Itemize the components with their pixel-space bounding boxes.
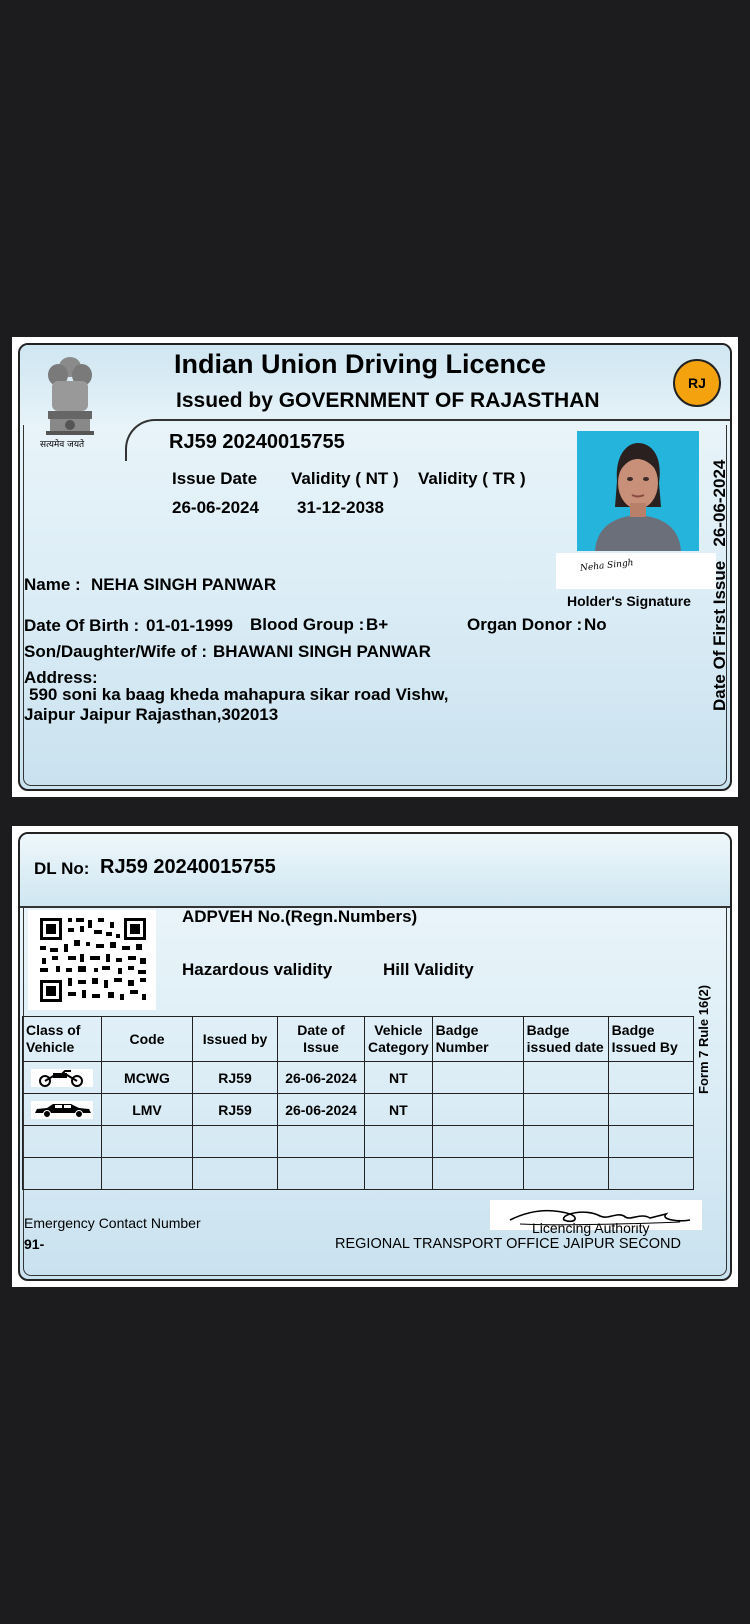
qr-code-icon xyxy=(28,910,156,1010)
emergency-contact-number: 91- xyxy=(24,1236,45,1252)
dl-no-label: DL No: xyxy=(34,859,90,878)
vehicle-category: NT xyxy=(365,1062,433,1094)
first-issue-vertical xyxy=(710,460,730,711)
badge-issued-date xyxy=(523,1094,608,1126)
badge-issued-by xyxy=(608,1094,693,1126)
vehicle-class-cell xyxy=(23,1062,102,1094)
badge-issued-date xyxy=(523,1062,608,1094)
vehicle-code: MCWG xyxy=(102,1062,193,1094)
blood-group-value: B+ xyxy=(366,615,389,634)
vehicle-issue-date: 26-06-2024 xyxy=(278,1094,365,1126)
table-header-row xyxy=(23,1017,694,1062)
col-badge-issued-date: Badge issued date xyxy=(523,1017,608,1062)
issuing-authority: Issued by GOVERNMENT OF RAJASTHAN xyxy=(176,389,600,412)
dl-number: RJ59 20240015755 xyxy=(169,431,345,453)
vehicle-class-cell xyxy=(23,1094,102,1126)
holder-name: NEHA SINGH PANWAR xyxy=(91,575,277,594)
motorcycle-icon xyxy=(31,1069,93,1087)
address-line-2: Jaipur Jaipur Rajasthan,302013 xyxy=(24,705,279,724)
holder-portrait-icon xyxy=(577,431,699,551)
address-line-1: 590 soni ka baag kheda mahapura sikar road Vishw, xyxy=(29,685,449,704)
badge-number xyxy=(432,1094,523,1126)
relation-label: Son/Daughter/Wife of : xyxy=(24,642,208,661)
table-row xyxy=(23,1094,694,1126)
validity-nt-value: 31-12-2038 xyxy=(297,498,384,517)
back-dl-number: RJ59 20240015755 xyxy=(100,856,276,878)
vehicle-code: LMV xyxy=(102,1094,193,1126)
badge-number xyxy=(432,1062,523,1094)
table-row xyxy=(23,1062,694,1094)
vehicle-issue-date: 26-06-2024 xyxy=(278,1062,365,1094)
blood-group-label: Blood Group : xyxy=(250,615,365,634)
hazardous-validity-label: Hazardous validity xyxy=(182,960,333,979)
col-code: Code xyxy=(102,1017,193,1062)
licence-front-card xyxy=(12,337,738,797)
col-badge-issued-by: Badge Issued By xyxy=(608,1017,693,1062)
holder-photo xyxy=(577,431,699,551)
dob-value: 01-01-1999 xyxy=(146,616,233,635)
first-issue-label: Date Of First Issue xyxy=(710,560,729,711)
emergency-contact-label: Emergency Contact Number xyxy=(24,1215,201,1231)
col-issued-by: Issued by xyxy=(193,1017,278,1062)
form-rule-vertical: Form 7 Rule 16(2) xyxy=(696,984,711,1094)
qr-code xyxy=(28,910,156,1010)
issue-date-value: 26-06-2024 xyxy=(172,498,259,517)
vehicle-issued-by: RJ59 xyxy=(193,1094,278,1126)
relation-name: BHAWANI SINGH PANWAR xyxy=(213,642,431,661)
emblem-motto: सत्यमेव जयते xyxy=(40,440,85,450)
front-card-frame xyxy=(18,343,732,791)
first-issue-date: 26-06-2024 xyxy=(710,459,729,547)
organ-donor-value: No xyxy=(584,615,607,634)
name-label: Name : xyxy=(24,575,81,594)
validity-tr-label: Validity ( TR ) xyxy=(418,469,526,488)
address-label: Address: xyxy=(24,668,98,687)
table-row-empty xyxy=(23,1126,694,1158)
adpveh-label: ADPVEH No.(Regn.Numbers) xyxy=(182,907,418,926)
organ-donor-label: Organ Donor : xyxy=(467,615,583,634)
issue-date-label: Issue Date xyxy=(172,469,258,488)
state-badge: RJ xyxy=(673,359,721,407)
licence-back-card xyxy=(12,826,738,1287)
holder-signature-label: Holder's Signature xyxy=(567,593,691,609)
col-class-of-vehicle: Class of Vehicle xyxy=(23,1017,102,1062)
vehicle-category: NT xyxy=(365,1094,433,1126)
col-vehicle-category: Vehicle Category xyxy=(365,1017,433,1062)
car-icon xyxy=(31,1101,93,1119)
badge-issued-by xyxy=(608,1062,693,1094)
col-badge-number: Badge Number xyxy=(432,1017,523,1062)
licencing-authority-office: REGIONAL TRANSPORT OFFICE JAIPUR SECOND xyxy=(335,1236,681,1252)
dob-label: Date Of Birth : xyxy=(24,616,140,635)
licencing-authority-label: Licencing Authority xyxy=(532,1220,650,1236)
hill-validity-label: Hill Validity xyxy=(383,960,474,979)
holder-signature: Neha Singh xyxy=(579,558,635,574)
vehicle-issued-by: RJ59 xyxy=(193,1062,278,1094)
back-card-frame xyxy=(18,832,732,1281)
table-row-empty xyxy=(23,1158,694,1190)
validity-nt-label: Validity ( NT ) xyxy=(291,469,399,488)
licence-title: Indian Union Driving Licence xyxy=(174,349,547,379)
holder-signature-box xyxy=(556,553,716,589)
col-date-of-issue: Date of Issue xyxy=(278,1017,365,1062)
vehicle-class-table xyxy=(22,1016,694,1190)
